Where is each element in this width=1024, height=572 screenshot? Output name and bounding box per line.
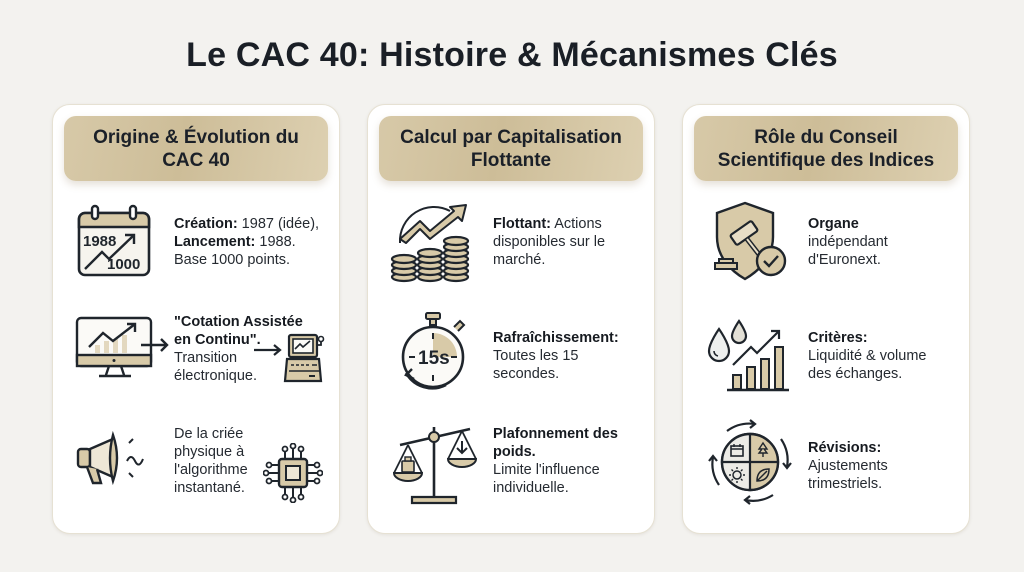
coins-growth-icon [390,201,476,283]
svg-text:1988: 1988 [83,233,117,250]
item-text: Rafraîchissement: Toutes les 15 secondes. [493,330,619,382]
shield-gavel-icon [711,201,793,283]
item-text: Flottant: Actions disponibles sur le marché. [493,216,606,268]
list-item [53,305,339,395]
svg-text:1000: 1000 [107,256,141,273]
arrow-right-icon [253,343,283,357]
card-header: Origine & Évolution du CAC 40 [64,116,328,181]
card-origine-evolution [52,104,340,534]
list-item [53,201,339,281]
card-header: Calcul par Capitalisation Flottante [379,116,643,181]
item-text: Critères: Liquidité & volume des échanges. [808,330,927,382]
stopwatch-icon [398,311,470,391]
liquidity-volume-icon [707,319,793,393]
list-item [683,201,969,281]
svg-text:15s: 15s [418,348,450,369]
megaphone-icon [75,431,165,487]
item-text: Création: 1987 (idée), Lancement: 1988. Base 1000 points. [174,216,320,268]
item-text: Révisions: Ajustements trimestriels. [808,440,888,492]
monitor-icon [75,315,171,379]
card-header: Rôle du Conseil Scientifique des Indices [694,116,958,181]
list-item [683,305,969,395]
list-item [368,417,654,517]
quarterly-cycle-icon [707,419,793,505]
list-item [683,417,969,517]
list-item [368,201,654,281]
item-text: De la criée physique à l'algorithme instantané. [174,426,248,496]
chip-icon [263,443,323,503]
item-text: Organe indépendant d'Euronext. [808,216,888,268]
list-item [53,417,339,507]
list-item [368,305,654,395]
card-conseil-scientifique [682,104,970,534]
calendar-chart-icon [75,203,153,279]
balance-scale-icon [392,421,480,505]
item-text: Plafonnement des poids. Limite l'influence individuelle. [493,426,618,496]
page-title: Le CAC 40: Histoire & Mécanismes Clés [186,36,838,74]
item-text: "Cotation Assistée en Continu". Transition électronique. [174,314,303,384]
card-calcul-capitalisation [367,104,655,534]
trading-terminal-icon [283,333,327,385]
